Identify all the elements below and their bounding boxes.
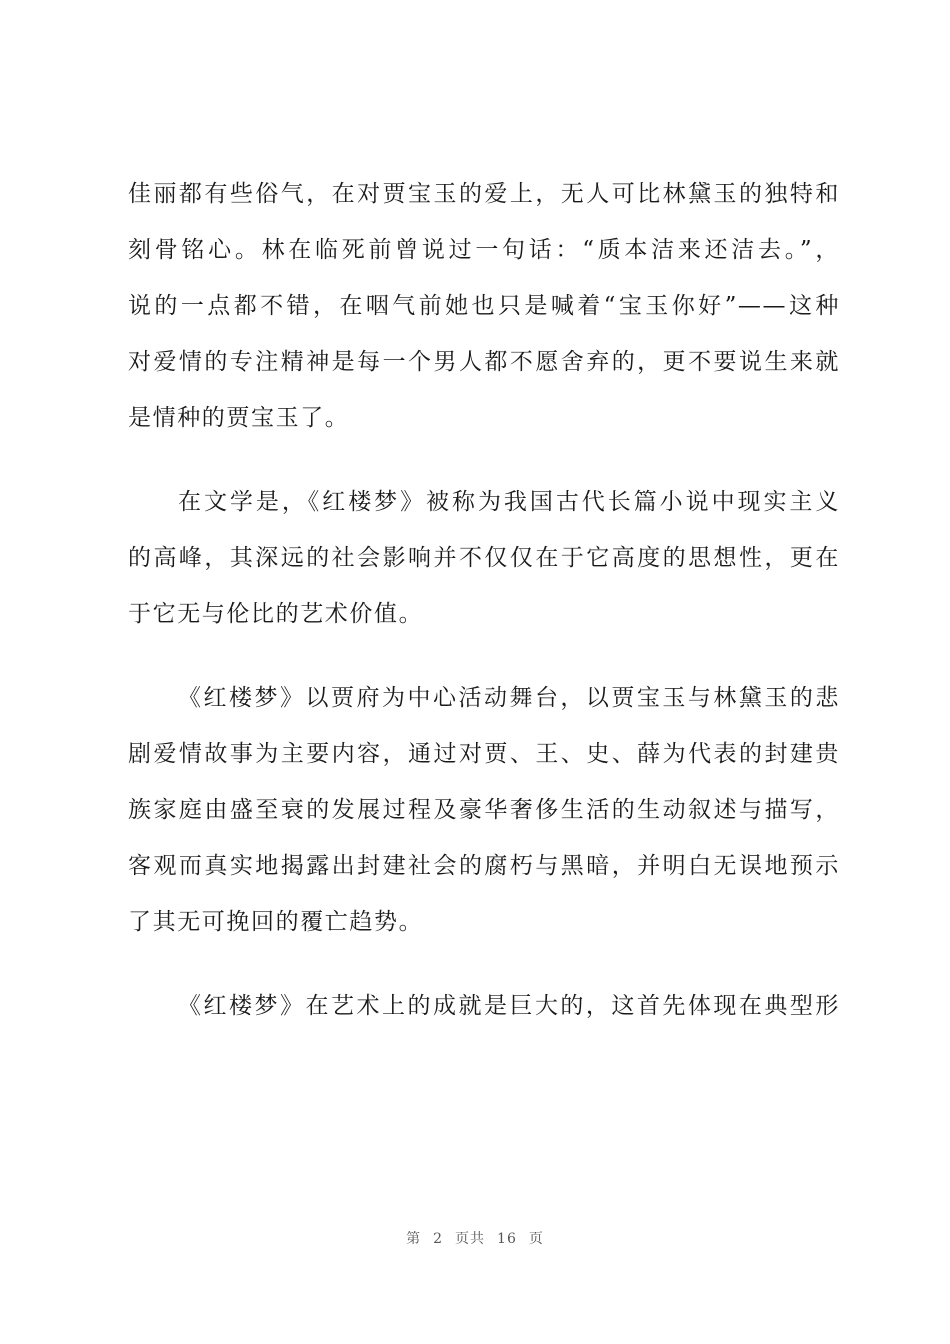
text-line: 《红楼梦》在艺术上的成就是巨大的，这首先体现在典型形 — [178, 993, 840, 1019]
text-line: 佳丽都有些俗气，在对贾宝玉的爱上，无人可比林黛玉的独特和 — [128, 181, 840, 207]
text-line: 客观而真实地揭露出封建社会的腐朽与黑暗，并明白无误地预示 — [128, 853, 840, 879]
footer-label-ye: 页 — [528, 1231, 544, 1247]
text-line: 族家庭由盛至衰的发展过程及豪华奢侈生活的生动叙述与描写， — [128, 797, 840, 823]
text-line: 刻骨铭心。林在临死前曾说过一句话：“质本洁来还洁去。”， — [128, 237, 840, 263]
text-line: 的高峰，其深远的社会影响并不仅仅在于它高度的思想性，更在 — [128, 545, 840, 571]
text-line: 剧爱情故事为主要内容，通过对贾、王、史、薛为代表的封建贵 — [128, 741, 840, 767]
text-line: 说的一点都不错，在咽气前她也只是喊着“宝玉你好”——这种 — [128, 293, 840, 319]
footer-label-di: 第 — [406, 1231, 422, 1247]
page-footer — [0, 1228, 950, 1248]
footer-page-number: 2 — [433, 1231, 444, 1247]
text-line: 在文学是，《红楼梦》被称为我国古代长篇小说中现实主义 — [178, 489, 840, 515]
text-line: 对爱情的专注精神是每一个男人都不愿舍弃的，更不要说生来就 — [128, 349, 840, 375]
body-text — [128, 166, 840, 1034]
text-line: 了其无可挽回的覆亡趋势。 — [128, 909, 424, 935]
footer-total-pages: 16 — [497, 1231, 517, 1247]
footer-label-ye-gong: 页共 — [455, 1231, 486, 1247]
text-line: 于它无与伦比的艺术价值。 — [128, 601, 424, 627]
text-line: 是情种的贾宝玉了。 — [128, 405, 350, 431]
text-line: 《红楼梦》以贾府为中心活动舞台，以贾宝玉与林黛玉的悲 — [178, 685, 840, 711]
